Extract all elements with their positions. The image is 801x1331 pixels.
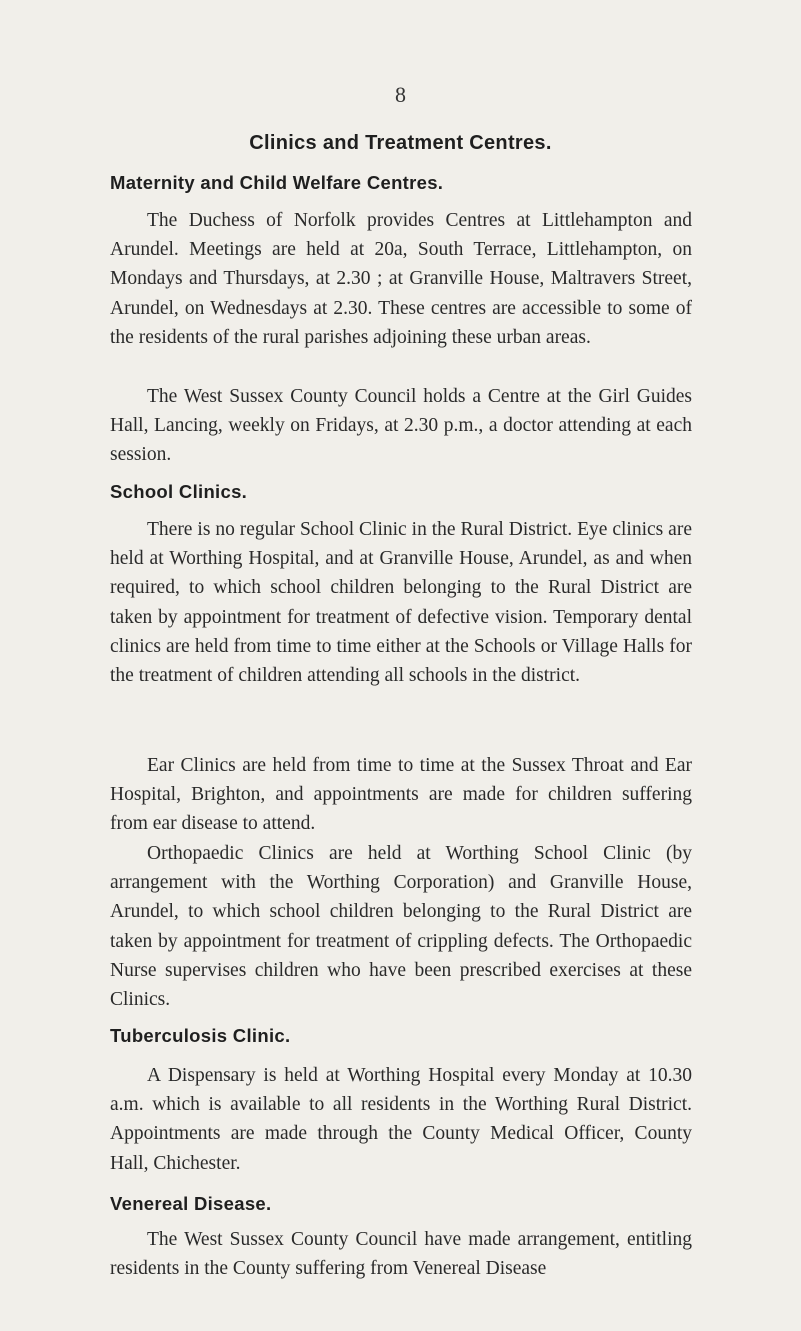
paragraph: The West Sussex County Council have made arrangement, entitling residents in the County suffering from Venereal Disease xyxy=(110,1229,692,1280)
section-body-tuberculosis xyxy=(110,1061,692,1178)
section-heading-school-clinics: School Clinics. xyxy=(110,481,248,502)
section-body-maternity xyxy=(110,206,692,352)
section-body-school-clinics-3 xyxy=(110,839,692,1014)
paragraph: A Dispensary is held at Worthing Hospital every Monday at 10.30 a.m. which is available to all residents in the Worthing Rural District. Appointments are made through the County Medical Officer, County Hall, Chichester. xyxy=(110,1065,692,1174)
paragraph: The Duchess of Norfolk provides Centres at Littlehampton and Arundel. Meetings are held at 20a, South Terrace, Littlehampton, on Mondays and Thursdays, at 2.30 ; at Granville House, Maltravers Street, Arundel, on Wednesdays at 2.30. These centres are accessible to some of the residents of the rural parishes adjoining these urban areas. xyxy=(110,210,692,348)
section-heading-tuberculosis: Tuberculosis Clinic. xyxy=(110,1025,291,1046)
paragraph: Ear Clinics are held from time to time at the Sussex Throat and Ear Hospital, Brighton, and appointments are made for children suffering from ear disease to attend. xyxy=(110,755,692,835)
page-title: Clinics and Treatment Centres. xyxy=(249,132,552,154)
section-body-maternity-2 xyxy=(110,382,692,470)
section-heading-maternity: Maternity and Child Welfare Centres. xyxy=(110,172,444,193)
paragraph: Orthopaedic Clinics are held at Worthing School Clinic (by arrangement with the Worthing Corporation) and Granville House, Arundel, to which school children belonging to the Rural District are taken by appointment for treatment of crippling defects. The Orthopaedic Nurse supervises children who have been prescribed exercises at these Clinics. xyxy=(110,843,692,1011)
page-number: 8 xyxy=(395,82,406,107)
section-body-school-clinics-2 xyxy=(110,751,692,839)
section-heading-venereal-disease: Venereal Disease. xyxy=(110,1193,272,1214)
paragraph: The West Sussex County Council holds a Centre at the Girl Guides Hall, Lancing, weekly on Fridays, at 2.30 p.m., a doctor attending at each session. xyxy=(110,386,692,466)
paragraph: There is no regular School Clinic in the Rural District. Eye clinics are held at Worthing Hospital, and at Granville House, Arundel, as and when required, to which school children belonging to the Rural District are taken by appointment for treatment of defective vision. Temporary dental clinics are held from time to time either at the Schools or Village Halls for the treatment of children attending all schools in the district. xyxy=(110,519,692,687)
section-body-venereal-disease xyxy=(110,1225,692,1283)
section-body-school-clinics xyxy=(110,515,692,690)
